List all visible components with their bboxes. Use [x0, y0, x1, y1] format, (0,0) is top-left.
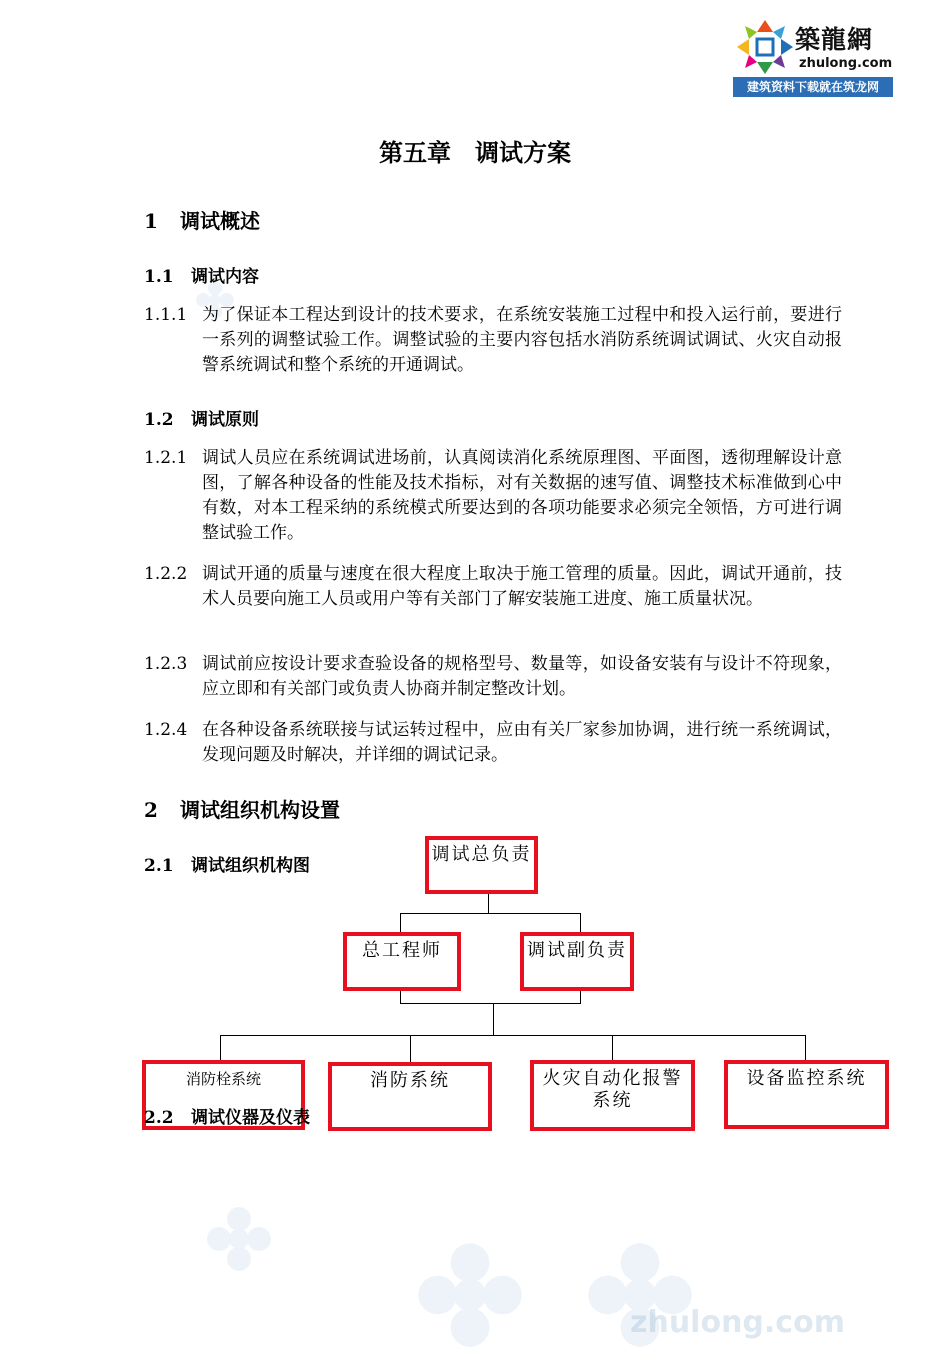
connector-line	[400, 913, 401, 933]
connector-line	[410, 1035, 411, 1063]
org-box-label: 总工程师	[362, 940, 442, 961]
subsection-title: 调试原则	[191, 410, 259, 430]
org-box-label: 系统	[592, 1090, 633, 1111]
org-box-label: 火灾自动化报警	[542, 1068, 683, 1089]
org-box-label: 设备监控系统	[746, 1068, 867, 1089]
paragraph-number: 1.2.3	[144, 654, 188, 674]
org-box-fire-alarm	[530, 1060, 695, 1131]
connector-line	[580, 990, 581, 1003]
zhulong-flower-icon	[735, 18, 795, 76]
paragraph-number: 1.2.4	[144, 720, 188, 740]
org-box-chief-engineer	[343, 932, 461, 991]
watermark-text: zhulong.com	[630, 1305, 845, 1340]
subsection-title: 调试内容	[191, 267, 259, 287]
subsection-number: 1.1	[144, 267, 174, 287]
chapter-title: 第五章 调试方案	[379, 138, 571, 167]
section-number: 1	[144, 209, 158, 233]
org-box-label: 调试总负责	[431, 844, 532, 865]
subsection-number: 2.1	[144, 856, 174, 876]
subsection-title: 调试仪器及仪表	[191, 1108, 310, 1128]
paragraph-text: 在各种设备系统联接与试运转过程中，应由有关厂家参加协调，进行统一系统调试，发现问题及时解决，并详细的调试记录。	[202, 720, 842, 765]
paragraph-number: 1.2.2	[144, 564, 188, 584]
connector-line	[493, 1003, 494, 1035]
connector-line	[488, 893, 489, 913]
connector-line	[220, 1035, 805, 1036]
connector-line	[400, 1003, 581, 1004]
paragraph-number: 1.1.1	[144, 305, 188, 325]
org-box-label: 消防栓系统	[185, 1070, 261, 1088]
paragraph-text: 调试前应按设计要求查验设备的规格型号、数量等，如设备安装有与设计不符现象，应立即和有关部门或负责人协商并制定整改计划。	[202, 654, 842, 699]
section-title: 调试组织机构设置	[180, 798, 340, 822]
paragraph-1-1-1	[144, 303, 844, 378]
subsection-heading	[144, 851, 310, 876]
logo-slogan: 建筑资料下载就在筑龙网	[733, 77, 893, 97]
paragraph-1-2-1	[144, 446, 844, 546]
section-number: 2	[144, 798, 158, 822]
paragraph-1-2-2	[144, 562, 844, 612]
paragraph-text: 调试开通的质量与速度在很大程度上取决于施工管理的质量。因此，调试开通前，技术人员要向施工人员或用户等有关部门了解安装施工进度、施工质量状况。	[202, 564, 842, 609]
connector-line	[612, 1035, 613, 1061]
org-box-label: 消防系统	[370, 1070, 450, 1091]
connector-line	[220, 1035, 221, 1061]
org-box-fire-system	[328, 1062, 492, 1131]
connector-line	[400, 913, 580, 914]
subsection-heading	[144, 262, 259, 287]
paragraph-text: 为了保证本工程达到设计的技术要求，在系统安装施工过程中和投入运行前，要进行一系列的调整试验工作。调整试验的主要内容包括水消防系统调试调试、火灾自动报警系统调试和整个系统的开通调试。	[202, 305, 842, 375]
connector-line	[805, 1035, 806, 1061]
org-box-label: 调试副负责	[527, 940, 627, 961]
paragraph-number: 1.2.1	[144, 448, 188, 468]
paragraph-1-2-4	[144, 718, 844, 768]
watermark-flower-icon	[415, 1240, 525, 1350]
subsection-heading	[144, 405, 259, 430]
paragraph-1-2-3	[144, 652, 844, 702]
subsection-title: 调试组织机构图	[191, 856, 310, 876]
logo-brand: 築龍網	[795, 25, 874, 54]
subsection-number: 2.2	[144, 1108, 174, 1128]
org-box-top	[425, 836, 538, 894]
org-box-deputy	[520, 932, 634, 991]
zhulong-logo	[733, 18, 893, 98]
org-box-monitoring	[724, 1060, 889, 1129]
paragraph-text: 调试人员应在系统调试进场前，认真阅读消化系统原理图、平面图，透彻理解设计意图，了解各种设备的性能及技术指标，对有关数据的速写值、调整技术标准做到心中有数，对本工程采纳的系统模式所要达到的各项功能要求必须完全领悟，方可进行调整试验工作。	[202, 448, 842, 543]
logo-domain: zhulong.com	[799, 56, 893, 71]
subsection-heading	[144, 1103, 310, 1128]
section-title: 调试概述	[180, 209, 260, 233]
connector-line	[400, 990, 401, 1003]
watermark-flower-icon	[205, 1205, 273, 1273]
section-heading	[144, 794, 340, 823]
section-heading	[144, 205, 260, 234]
subsection-number: 1.2	[144, 410, 174, 430]
connector-line	[580, 913, 581, 933]
